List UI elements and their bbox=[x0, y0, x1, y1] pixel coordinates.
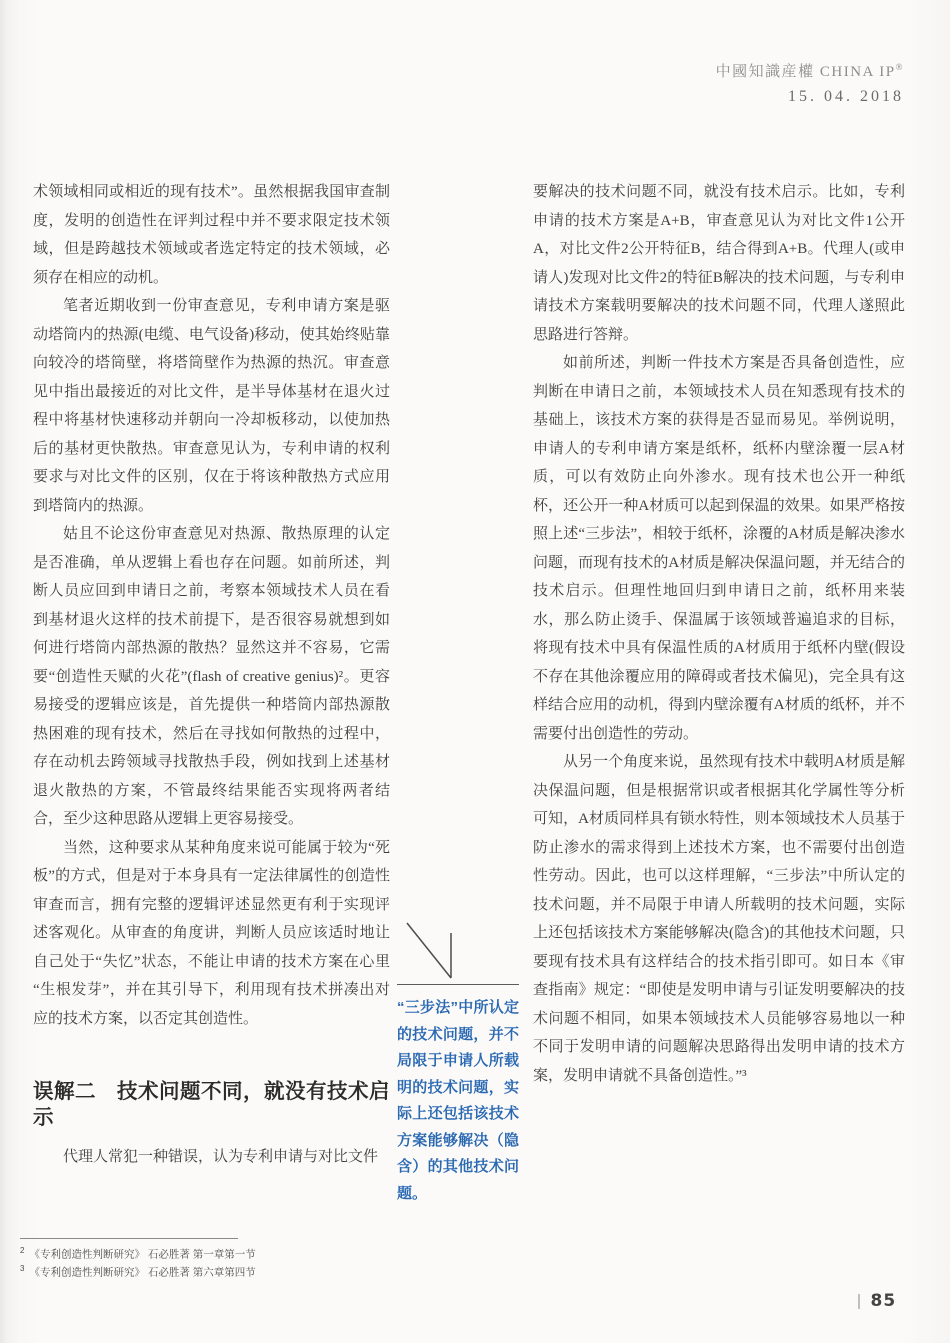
right-column bbox=[533, 178, 905, 1090]
left-column-paragraphs bbox=[33, 178, 390, 1033]
footnote-divider bbox=[20, 1238, 238, 1239]
paragraph: 术领域相同或相近的现有技术”。虽然根据我国审查制度，发明的创造性在评判过程中并不要求限定技术领域，但是跨越技术领域或者选定特定的技术领域，必须存在相应的动机。 bbox=[33, 184, 390, 286]
brand-logotype bbox=[716, 60, 904, 81]
page-number bbox=[858, 1291, 896, 1311]
paragraph: 当然，这种要求从某种角度来说可能属于较为“死板”的方式，但是对于本身具有一定法律属性的创造性审查而言，拥有完整的逻辑评述显然更有利于实现评述客观化。从审查的角度讲，判断人员应该适时地让自己处于“失忆”状态，不能让申请的技术方案在心里“生根发芽”，并在其引导下，利用现有技术拼凑出对应的技术方案，以否定其创造性。 bbox=[33, 839, 390, 1027]
right-column-paragraphs bbox=[533, 178, 905, 1090]
page-header bbox=[716, 60, 904, 106]
left-column bbox=[33, 178, 390, 1172]
paragraph: 如前所述，判断一件技术方案是否具备创造性，应判断在申请日之前，本领域技术人员在知悉现有技术的基础上，该技术方案的获得是否显而易见。举例说明，申请人的专利申请方案是纸杯，纸杯内壁涂覆一层A材质，可以有效防止向外渗水。现有技术也公开一种纸杯，还公开一种A材质可以起到保温的效果。如果严格按照上述“三步法”，相较于纸杯，涂覆的A材质是解决渗水问题，而现有技术的A材质是解决保温问题，并无结合的技术启示。但理性地回归到申请日之前，纸杯用来装水，那么防止烫手、保温属于该领域普遍追求的目标，将现有技术中具有保温性质的A材质用于纸杯内壁(假设不存在其他涂覆应用的障碍或者技术偏见)，完全具有这样结合应用的动机，得到内壁涂覆有A材质的纸杯，并不需要付出创造性的劳动。 bbox=[533, 355, 905, 742]
footnote: $^2$ 《专利创造性判断研究》 石必胜著 第一章第一节 bbox=[20, 1246, 256, 1261]
paragraph: 姑且不论这份审查意见对热源、散热原理的认定是否准确，单从逻辑上看也存在问题。如前所述，判断人员应回到申请日之前，考察本领域技术人员在看到基材退火这样的技术前提下，是否很容易就想到如何进行塔筒内部热源的散热？显然这并不容易，它需要“创造性天赋的火花”(flash of creative genius)²。更容易接受的逻辑应该是，首先提供一种塔筒内部热源散热困难的现有技术，然后在寻找如何散热的过程中，存在动机去跨领域寻找散热手段，例如找到上述基材退火散热的方案，不管最终结果能否实现将两者结合，至少这种思路从逻辑上更容易接受。 bbox=[33, 526, 390, 827]
callout-rule bbox=[397, 984, 519, 985]
paragraph: 笔者近期收到一份审查意见，专利申请方案是驱动塔筒内的热源(电缆、电气设备)移动，使其始终贴靠向较冷的塔筒壁，将塔筒壁作为热源的热沉。审查意见中指出最接近的对比文件，是半导体基材在退火过程中将基材快速移动并朝向一冷却板移动，以使加热后的基材更快散热。审查意见认为，专利申请的权利要求与对比文件的区别，仅在于将该种散热方式应用到塔筒内的热源。 bbox=[33, 298, 390, 514]
paragraph: 代理人常犯一种错误，认为专利申请与对比文件 bbox=[63, 1149, 379, 1165]
brand-text: 中國知識産權 CHINA IP bbox=[715, 64, 896, 80]
footnote: $^3$ 《专利创造性判断研究》 石必胜著 第六章第四节 bbox=[20, 1264, 256, 1279]
footnotes bbox=[20, 1244, 256, 1280]
paragraph: 要解决的技术问题不同，就没有技术启示。比如，专利申请的技术方案是A+B，审查意见认为对比文件1公开A，对比文件2公开特征B，结合得到A+B。代理人(或申请人)发现对比文件2的特征B解决的技术问题，与专利申请技术方案载明要解决的技术问题不同，代理人遂照此思路进行答辩。 bbox=[533, 184, 905, 343]
arrow-down-right-icon bbox=[397, 920, 519, 982]
pull-quote-text: “三步法”中所认定的技术问题，并不局限于申请人所载明的技术问题，实际上还包括该技术方案能够解决（隐含）的其他技术问题。 bbox=[397, 999, 519, 1202]
registered-mark: ® bbox=[895, 62, 904, 72]
issue-date: 15. 04. 2018 bbox=[788, 88, 904, 105]
paragraph: 从另一个角度来说，虽然现有技术中载明A材质是解决保温问题，但是根据常识或者根据其化学属性等分析可知，A材质同样具有锁水特性，则本领域技术人员基于防止渗水的需求得到上述技术方案，也不需要付出创造性劳动。因此，也可以这样理解，“三步法”中所认定的技术问题，并不局限于申请人所载明的技术问题，实际上还包括该技术方案能够解决(隐含)的其他技术问题，只要现有技术具有这样结合的技术指引即可。如日本《审查指南》规定：“即使是发明申请与引证发明要解决的技术问题不相同，如果本领域技术人员能够容易地以一种不同于发明申请的问题解决思路得出发明申请的技术方案，发明申请就不具备创造性。”³ bbox=[533, 754, 905, 1084]
section-heading: 误解二 技术问题不同，就没有技术启示 bbox=[33, 1080, 390, 1129]
page-number-value: 85 bbox=[870, 1291, 897, 1311]
page-number-bar bbox=[858, 1294, 860, 1309]
pull-quote bbox=[397, 920, 519, 1207]
